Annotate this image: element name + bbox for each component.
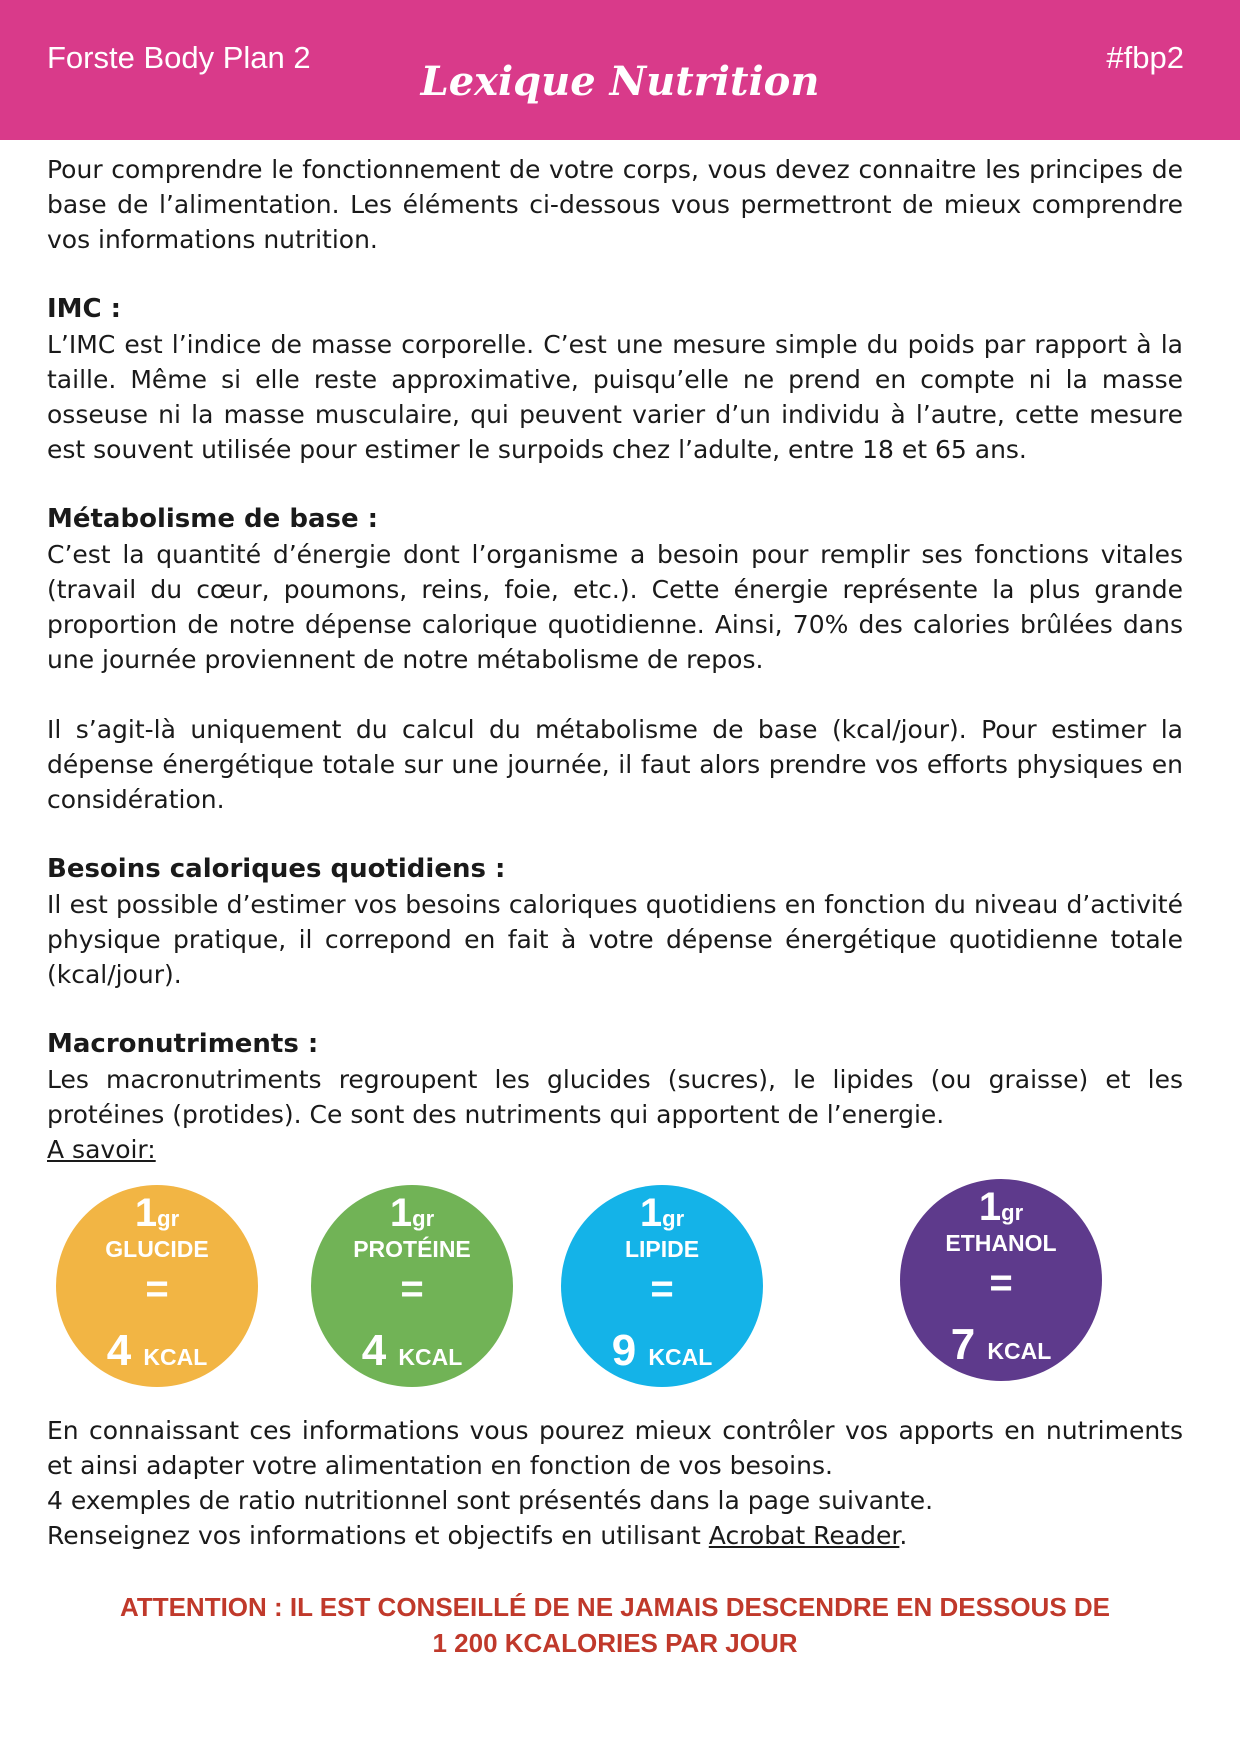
proteine-name: PROTÉINE: [353, 1236, 471, 1262]
besoins-paragraph: Il est possible d’estimer vos besoins caloriques quotidiens en fonction du niveau d’activité physique pratique, il correpond en fait à votre dépense énergétique quotidienne totale (kcal/jour).: [47, 890, 1183, 989]
ethanol-kcal-unit: KCAL: [987, 1338, 1052, 1364]
macros-paragraph: Les macronutriments regroupent les glucides (sucres), le lipides (ou graisse) et les protéines (protides). Ce sont des nutriments qui apportent de l’energie.: [47, 1065, 1183, 1129]
page-title: Lexique Nutrition: [420, 58, 820, 105]
glucide-equals: =: [145, 1267, 169, 1311]
macros-heading: Macronutriments :: [47, 1029, 319, 1059]
imc-paragraph: L’IMC est l’indice de masse corporelle. C’est une mesure simple du poids par rapport à la taille. Même si elle reste approximative, puisqu’elle ne prend en compte ni la masse osseuse ni la masse musculaire, qui peuvent varier d’un individu à l’autre, cette mesure est souvent utilisée pour estimer le surpoids chez l’adulte, entre 18 et 65 ans.: [47, 330, 1183, 464]
intro-paragraph: Pour comprendre le fonctionnement de votre corps, vous devez connaitre les principes de base de l’alimentation. Les éléments ci-dessous vous permettront de mieux comprendre vos informations nutrition.: [47, 155, 1183, 254]
brand-label: Forste Body Plan 2: [47, 40, 311, 75]
proteine-circle: [311, 1185, 513, 1387]
page-header: [0, 0, 1240, 140]
imc-heading: IMC :: [47, 294, 122, 324]
ethanol-equals: =: [989, 1261, 1013, 1305]
lipide-kcal-unit: KCAL: [648, 1344, 713, 1370]
proteine-equals: =: [400, 1267, 424, 1311]
ethanol-unit: gr: [1001, 1200, 1024, 1225]
glucide-name: GLUCIDE: [105, 1236, 209, 1262]
lipide-qty: 1: [639, 1191, 663, 1235]
warning-notice: [47, 1589, 1183, 1661]
outro-paragraph: En connaissant ces informations vous pourez mieux contrôler vos apports en nutriments et ainsi adapter votre alimentation en fonction de vos besoins.: [47, 1416, 1183, 1480]
proteine-kcal-unit: KCAL: [398, 1344, 463, 1370]
ethanol-kcal: 7: [950, 1320, 976, 1369]
warning-line-1: ATTENTION : IL EST CONSEILLÉ DE NE JAMAIS DESCENDRE EN DESSOUS DE: [119, 1592, 1111, 1622]
hashtag-label: #fbp2: [1106, 40, 1184, 75]
main-content: [47, 152, 1183, 1661]
lipide-circle: [561, 1185, 763, 1387]
glucide-unit: gr: [157, 1206, 180, 1231]
ethanol-qty: 1: [978, 1185, 1002, 1229]
lipide-kcal: 9: [611, 1326, 637, 1375]
a-savoir-label: A savoir:: [47, 1135, 156, 1164]
proteine-qty: 1: [389, 1191, 413, 1235]
glucide-qty: 1: [134, 1191, 158, 1235]
proteine-unit: gr: [412, 1206, 435, 1231]
besoins-heading: Besoins caloriques quotidiens :: [47, 854, 506, 884]
macro-circles: [47, 1167, 1183, 1395]
proteine-kcal: 4: [361, 1326, 387, 1375]
warning-line-2: 1 200 KCALORIES PAR JOUR: [432, 1628, 798, 1658]
outro-examples: 4 exemples de ratio nutritionnel sont présentés dans la page suivante.: [47, 1486, 934, 1515]
lipide-unit: gr: [662, 1206, 685, 1231]
lipide-equals: =: [650, 1267, 674, 1311]
glucide-kcal: 4: [106, 1326, 132, 1375]
glucide-circle: [56, 1185, 258, 1387]
lipide-name: LIPIDE: [624, 1236, 700, 1262]
metabolisme-paragraph-2: Il s’agit-là uniquement du calcul du métabolisme de base (kcal/jour). Pour estimer la dépense énergétique totale sur une journée, il faut alors prendre vos efforts physiques en considération.: [47, 715, 1183, 814]
ethanol-circle: [900, 1179, 1102, 1381]
metabolisme-heading: Métabolisme de base :: [47, 504, 379, 534]
outro-instructions: Renseignez vos informations et objectifs en utilisant Acrobat Reader.: [47, 1521, 908, 1550]
glucide-kcal-unit: KCAL: [143, 1344, 208, 1370]
ethanol-name: ETHANOL: [945, 1230, 1057, 1256]
metabolisme-paragraph-1: C’est la quantité d’énergie dont l’organisme a besoin pour remplir ses fonctions vitales (travail du cœur, poumons, reins, foie, etc.). Cette énergie représente la plus grande proportion de notre dépense calorique quotidienne. Ainsi, 70% des calories brûlées dans une journée proviennent de notre métabolisme de repos.: [47, 540, 1183, 674]
acrobat-reader-link[interactable]: Acrobat Reader: [708, 1521, 900, 1550]
